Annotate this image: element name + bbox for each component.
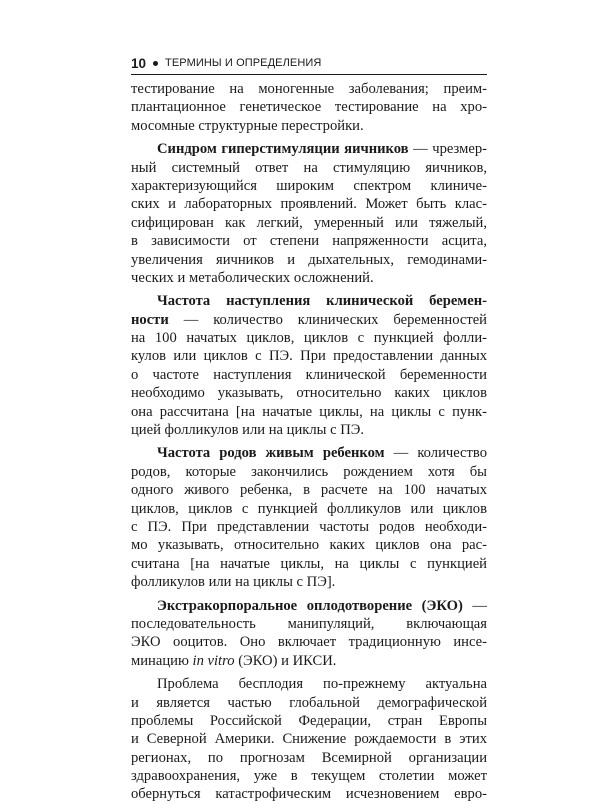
text-line: плантационное генетическое тестирование на хро- (131, 99, 487, 116)
paragraph (131, 597, 487, 671)
section-title: ТЕРМИНЫ И ОПРЕДЕЛЕНИЯ (165, 57, 322, 69)
latin-term: in vitro (192, 652, 235, 669)
text-line: здравоохранения, уже в текущем столетии может (131, 768, 487, 785)
text-line: последовательность манипуляций, включающая (131, 615, 487, 632)
text-line: и является частью глобальной демографической (131, 694, 487, 711)
paragraph (131, 80, 487, 135)
paragraph (131, 444, 487, 591)
header-rule (131, 74, 487, 75)
text-line: родов, которые закончились рождением хотя бы (131, 463, 487, 480)
text-line: ских и лабораторных проявлений. Может быть клас- (131, 196, 487, 213)
text-line: циклов, циклов с пункцией фолликулов или циклов (131, 500, 487, 517)
body-text (131, 80, 487, 804)
term: Частота наступления клинической беремен- (157, 293, 487, 310)
text-line: мо указывать, относительно каких циклов она рас- (131, 537, 487, 554)
text-line: и Северной Америки. Снижение рождаемости в этих (131, 731, 487, 748)
text-line: минацию in vitro (ЭКО) и ИКСИ. (131, 652, 337, 669)
text-line: регионах, по прогнозам Всемирной организации (131, 749, 487, 766)
text-line: обернуться катастрофическим исчезновением евро- (131, 786, 487, 803)
text-line: сифицирован как легкий, умеренный или тяжелый, (131, 214, 487, 231)
text-line: мосомные структурные перестройки. (131, 117, 364, 134)
text-line: в зависимости от степени напряженности асцита, (131, 233, 487, 250)
term: Частота родов живым ребенком (157, 445, 385, 462)
text-line: считана [на начатые циклы, на циклы с пункцией (131, 555, 487, 572)
term: ности (131, 311, 169, 328)
bullet-dot-icon (153, 61, 158, 66)
text-line: характеризующийся широким спектром клиниче- (131, 177, 487, 194)
text-line: кулов или циклов с ПЭ. При предоставлении данных (131, 348, 487, 365)
paragraph (131, 675, 487, 804)
text-line: ный системный ответ на стимуляцию яичников, (131, 159, 487, 176)
text-line: ЭКО ооцитов. Оно включает традиционную инсе- (131, 634, 487, 651)
text-line: одного живого ребенка, в расчете на 100 начатых (131, 482, 487, 499)
text-line: увеличения яичников и дыхательных, гемодинами- (131, 251, 487, 268)
text-line: проблемы Российской Федерации, стран Европы (131, 712, 487, 729)
text-line: Частота родов живым ребенком — количество (157, 445, 488, 462)
text-line (131, 292, 487, 310)
text-line: с ПЭ. При представлении частоты родов необходи- (131, 518, 487, 535)
text-line: цией фолликулов или на циклы с ПЭ. (131, 422, 365, 439)
term: Экстракорпоральное оплодотворение (ЭКО) (157, 597, 463, 614)
text-line: ческих и метаболических осложнений. (131, 269, 374, 286)
paragraph (131, 292, 487, 439)
page-number: 10 (131, 55, 147, 71)
text-line: Экстракорпоральное оплодотворение (ЭКО) — (157, 597, 487, 614)
text-line: на 100 начатых циклов, циклов с пункцией фолли- (131, 330, 487, 347)
text-line: она рассчитана [на начатые циклы, на циклы с пунк- (131, 403, 487, 420)
paragraph (131, 140, 487, 287)
text-line: тестирование на моногенные заболевания; преим- (131, 81, 487, 97)
running-header (131, 52, 487, 74)
text-line: ности — количество клинических беременностей (131, 311, 487, 328)
text-line: Синдром гиперстимуляции яичников — чрезмер- (157, 141, 487, 158)
text-line: необходимо указывать, относительно каких циклов (131, 385, 487, 402)
text-line: Проблема бесплодия по-прежнему актуальна (157, 676, 487, 693)
text-line: фолликулов или на циклы с ПЭ]. (131, 574, 336, 591)
term: Синдром гиперстимуляции яичников (157, 141, 409, 158)
text-line: о частоте наступления клинической беременности (131, 366, 487, 383)
